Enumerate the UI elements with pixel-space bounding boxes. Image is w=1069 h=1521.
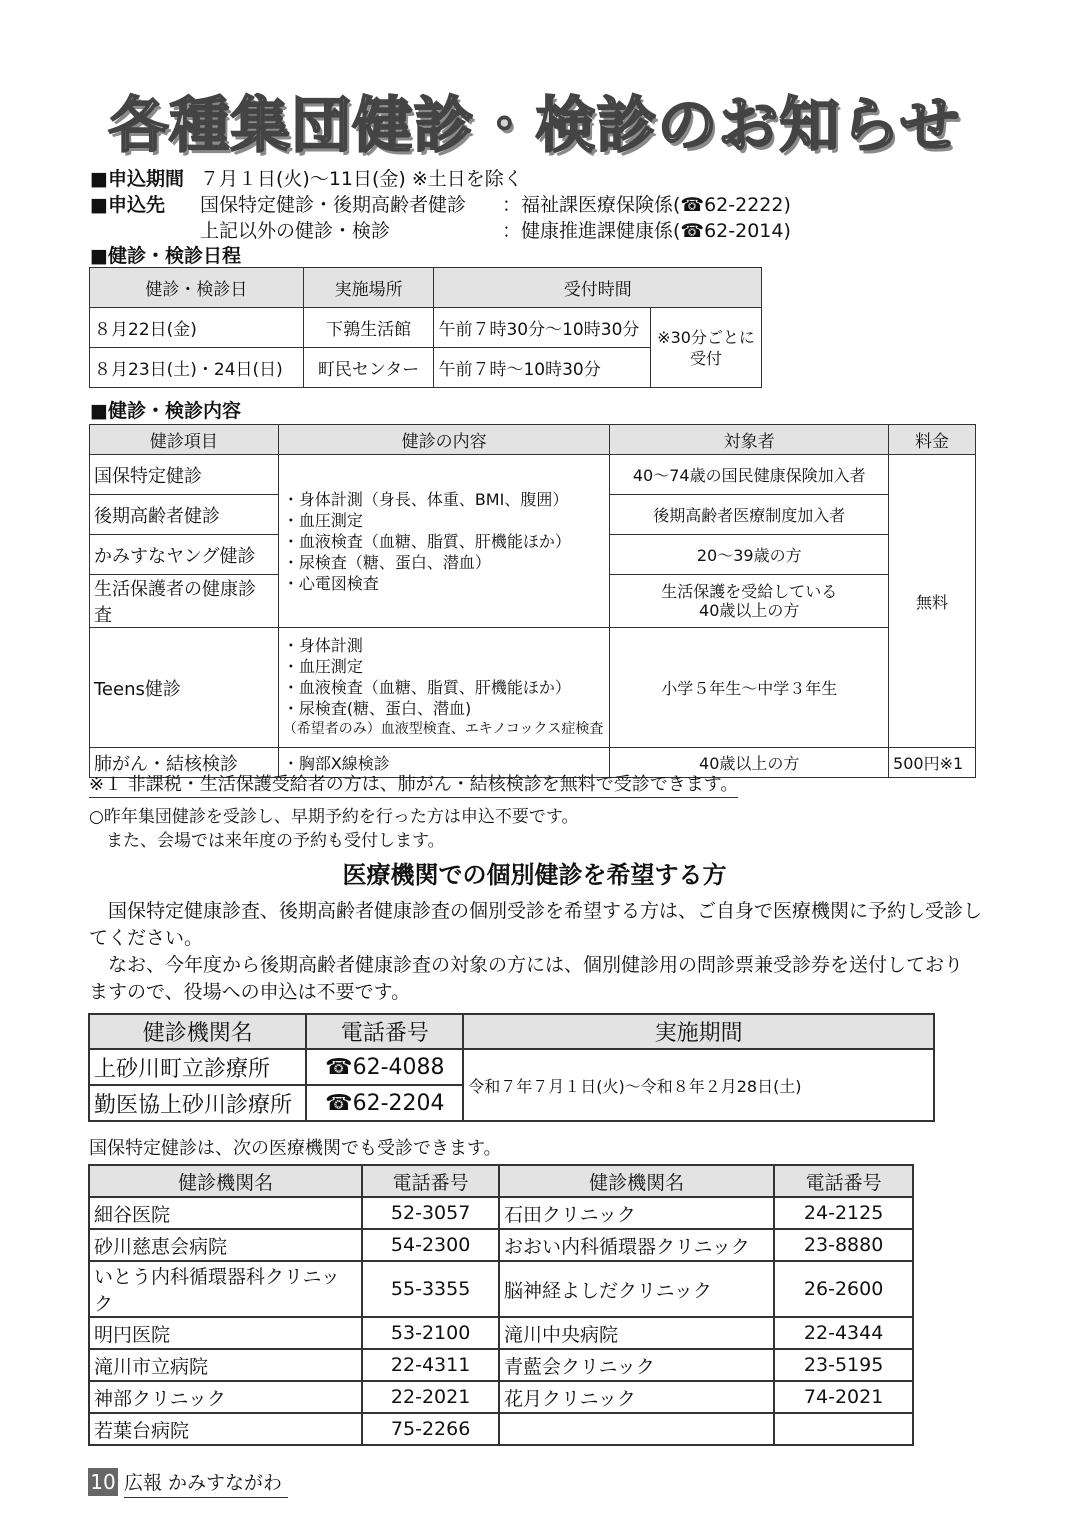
table-row [90, 628, 976, 748]
institution-name: 神部クリニック [89, 1381, 362, 1413]
schedule-note-line: 受付 [690, 348, 723, 368]
apply-to-dest-2: ：健康推進課健康係(☎62-2014) [502, 220, 791, 242]
institution-name: 細谷医院 [89, 1197, 362, 1229]
other-header-name-left: 健診機関名 [89, 1165, 362, 1197]
apply-period-value: ７月１日(火)～11日(金) ※土日を除く [200, 168, 523, 190]
check-line: ・身体計測 [282, 636, 363, 655]
institution-phone: 54-2300 [362, 1229, 499, 1261]
schedule-table [89, 267, 762, 388]
paragraph-2-line-1: なお、今年度から後期高齢者健康診査の対象の方には、個別健診用の問診票兼受診券を送付しており [108, 954, 964, 976]
content-heading: ■健診・検診内容 [90, 400, 241, 422]
clinics-header-phone: 電話番号 [306, 1014, 463, 1049]
check-line: ・心電図検査 [282, 573, 379, 593]
check-line: ・血圧測定 [282, 510, 363, 530]
check-line: ・身体計測（身長、体重、BMI、腹囲） [282, 489, 569, 509]
check-line: ・血液検査（血糖、脂質、肝機能ほか） [282, 531, 571, 551]
paragraph-1-line-1: 国保特定健康診査、後期高齢者健康診査の個別受診を希望する方は、ご自身で医療機関に予約し受診し [108, 900, 983, 922]
apply-to-item-2: 上記以外の健診・検診 [200, 220, 391, 242]
footnote-1: ※１ 非課税・生活保護受給者の方は、肺がん・結核検診を無料で受診できます。 [89, 770, 738, 798]
schedule-date: ８月22日(金) [90, 308, 304, 348]
table-row [89, 1229, 913, 1261]
institution-name: 若葉台病院 [89, 1413, 362, 1445]
institution-name: いとう内科循環器科クリニック [89, 1261, 362, 1317]
institution-name: 脳神経よしだクリニック [499, 1261, 774, 1317]
content-target: 40歳以上の方 [610, 748, 889, 778]
paragraph-2-line-2: ますので、役場への申込は不要です。 [89, 981, 411, 1003]
table-row [89, 1317, 913, 1349]
content-item: かみすなヤング健診 [90, 535, 279, 575]
institution-phone: 24-2125 [774, 1197, 913, 1229]
schedule-header-time: 受付時間 [434, 268, 762, 308]
clinic-phone: ☎62-2204 [306, 1085, 463, 1121]
apply-period-row [90, 164, 523, 191]
schedule-note-line: ※30分ごとに [657, 327, 755, 347]
institution-name: 石田クリニック [499, 1197, 774, 1229]
institution-name: 砂川慈恵会病院 [89, 1229, 362, 1261]
content-target: 20～39歳の方 [610, 535, 889, 575]
table-row [90, 308, 762, 348]
note-2-line-1: ○昨年集団健診を受診し、早期予約を行った方は申込不要です。 [89, 807, 579, 827]
content-header-content: 健診の内容 [278, 425, 610, 455]
clinic-phone: ☎62-4088 [306, 1049, 463, 1085]
publication-name: 広報 かみすながわ [124, 1468, 288, 1498]
institution-phone: 22-2021 [362, 1381, 499, 1413]
other-institutions-body [89, 1197, 913, 1445]
clinics-header-period: 実施期間 [463, 1014, 934, 1049]
content-target: 小学５年生～中学３年生 [610, 628, 889, 748]
apply-to-label: ■申込先 [90, 194, 165, 216]
table-row [89, 1349, 913, 1381]
page-title: 各種集団健診・検診のお知らせ [108, 91, 961, 161]
apply-to-dest-1: ：福祉課医療保険係(☎62-2222) [502, 194, 791, 216]
institution-phone: 74-2021 [774, 1381, 913, 1413]
table-row [90, 455, 976, 495]
schedule-header-date: 健診・検診日 [90, 268, 304, 308]
clinic-name: 勤医協上砂川診療所 [89, 1085, 306, 1121]
content-fee-free: 無料 [889, 455, 976, 748]
other-intro: 国保特定健診は、次の医療機関でも受診できます。 [89, 1138, 502, 1159]
institution-name: おおい内科循環器クリニック [499, 1229, 774, 1261]
table-row [89, 1197, 913, 1229]
content-table [89, 424, 976, 778]
institution-phone: 23-5195 [774, 1349, 913, 1381]
institution-name: 青藍会クリニック [499, 1349, 774, 1381]
schedule-time: 午前７時30分～10時30分 [434, 308, 651, 348]
institution-phone: 22-4344 [774, 1317, 913, 1349]
institution-phone: 23-8880 [774, 1229, 913, 1261]
check-line: ・血液検査（血糖、脂質、肝機能ほか） [282, 678, 571, 697]
content-item: 肺がん・結核検診 [90, 748, 279, 778]
page-number: 10 [88, 1468, 118, 1496]
institution-name: 明円医院 [89, 1317, 362, 1349]
institution-name: 滝川市立病院 [89, 1349, 362, 1381]
content-item: 国保特定健診 [90, 455, 279, 495]
section-2-title: 医療機関での個別健診を希望する方 [342, 861, 727, 889]
schedule-time: 午前７時～10時30分 [434, 348, 651, 388]
other-header-name-right: 健診機関名 [499, 1165, 774, 1197]
content-header-item: 健診項目 [90, 425, 279, 455]
schedule-place: 下鶉生活館 [303, 308, 434, 348]
institution-name: 滝川中央病院 [499, 1317, 774, 1349]
schedule-note [651, 308, 762, 388]
clinics-table [88, 1013, 935, 1122]
apply-period-label: ■申込期間 [90, 168, 184, 190]
schedule-date: ８月23日(土)・24日(日) [90, 348, 304, 388]
content-checks [278, 455, 610, 628]
table-row [89, 1413, 913, 1445]
target-line: 生活保護を受給している [661, 582, 838, 601]
check-line: ・尿検査（糖、蛋白、潜血） [282, 552, 491, 572]
content-fee-lung: 500円※1 [889, 748, 976, 778]
schedule-header-place: 実施場所 [303, 268, 434, 308]
institution-name: 花月クリニック [499, 1381, 774, 1413]
content-header-fee: 料金 [889, 425, 976, 455]
table-row [89, 1049, 934, 1085]
content-item: 後期高齢者健診 [90, 495, 279, 535]
paragraph-1-line-2: てください。 [89, 927, 204, 949]
clinic-name: 上砂川町立診療所 [89, 1049, 306, 1085]
other-header-phone-left: 電話番号 [362, 1165, 499, 1197]
content-target [610, 575, 889, 628]
content-item: 生活保護者の健康診査 [90, 575, 279, 628]
other-institutions-table [88, 1164, 914, 1446]
content-target: 後期高齢者医療制度加入者 [610, 495, 889, 535]
schedule-place: 町民センター [303, 348, 434, 388]
institution-phone: 26-2600 [774, 1261, 913, 1317]
clinics-header-name: 健診機関名 [89, 1014, 306, 1049]
content-header-target: 対象者 [610, 425, 889, 455]
institution-phone [774, 1413, 913, 1445]
clinics-period: 令和７年７月１日(火)～令和８年２月28日(土) [463, 1049, 934, 1121]
check-line: ・血圧測定 [282, 657, 363, 676]
check-line: ・尿検査(糖、蛋白、潜血) [282, 699, 472, 718]
apply-to-item-1: 国保特定健診・後期高齢者健診 [200, 194, 467, 216]
institution-phone: 52-3057 [362, 1197, 499, 1229]
institution-phone: 55-3355 [362, 1261, 499, 1317]
institution-phone: 53-2100 [362, 1317, 499, 1349]
target-line: 40歳以上の方 [699, 601, 800, 620]
check-line-small: （希望者のみ）血液型検査、エキノコックス症検査 [282, 721, 604, 737]
schedule-heading: ■健診・検診日程 [90, 245, 241, 267]
content-lung: ・胸部X線検診 [278, 748, 610, 778]
institution-name [499, 1413, 774, 1445]
content-item: Teens健診 [90, 628, 279, 748]
note-2-line-2: また、会場では来年度の予約も受付します。 [106, 831, 445, 851]
table-row [89, 1381, 913, 1413]
teens-checks [278, 628, 610, 748]
institution-phone: 75-2266 [362, 1413, 499, 1445]
institution-phone: 22-4311 [362, 1349, 499, 1381]
other-header-phone-right: 電話番号 [774, 1165, 913, 1197]
table-row [89, 1261, 913, 1317]
content-target: 40～74歳の国民健康保険加入者 [610, 455, 889, 495]
